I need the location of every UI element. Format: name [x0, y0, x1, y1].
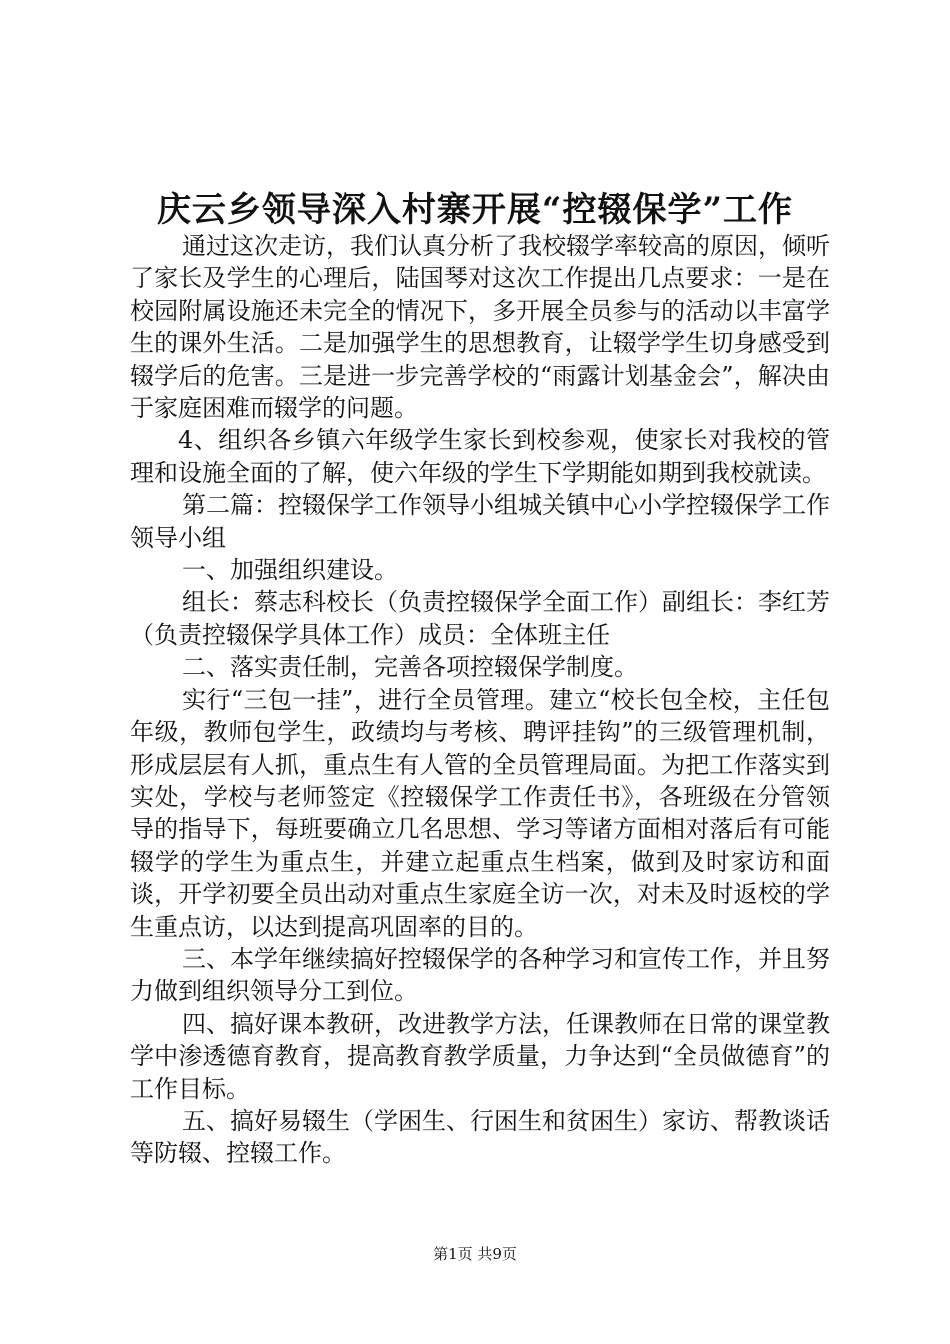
document-title: 庆云乡领导深入村寨开展“控辍保学”工作 — [156, 190, 794, 230]
paragraph-section-three: 三、本学年继续搞好控辍保学的各种学习和宣传工作，并且努力做到组织领导分工到位。 — [130, 944, 830, 1006]
paragraph-section-five: 五、搞好易辍生（学困生、行困生和贫困生）家访、帮教谈话等防辍、控辍工作。 — [130, 1106, 830, 1168]
paragraph-visit-analysis: 通过这次走访，我们认真分析了我校辍学率较高的原因，倾听了家长及学生的心理后，陆国琴对这次工作提出几点要求：一是在校园附属设施还未完全的情况下，多开展全员参与的活动以丰富学生的课外生活。二是加强学生的思想教育，让辍学学生切身感受到辍学后的危害。三是进一步完善学校的“雨露计划基金会”，解决由于家庭困难而辍学的问题。 — [130, 232, 830, 423]
paragraph-section-one-heading: 一、加强组织建设。 — [182, 556, 398, 585]
paragraph-section-two-heading: 二、落实责任制，完善各项控辍保学制度。 — [182, 653, 638, 682]
paragraph-group-members: 组长：蔡志科校长（负责控辍保学全面工作）副组长：李红芳（负责控辍保学具体工作）成员：全体班主任 — [130, 588, 830, 649]
page-number-footer: 第1页 共9页 — [433, 1245, 517, 1263]
paragraph-responsibility-system: 实行“三包一挂”，进行全员管理。建立“校长包全校，主任包年级，教师包学生，政绩均与考核、聘评挂钩”的三级管理机制，形成层层有人抓，重点生有人管的全员管理局面。为把工作落实到实处，学校与老师签定《控辍保学工作责任书》，各班级在分管领导的指导下，每班要确立几名思想、学习等诸方面相对落后有可能辍学的学生为重点生，并建立起重点生档案，做到及时家访和面谈，开学初要全员出动对重点生家庭全访一次，对未及时返校的学生重点访，以达到提高巩固率的目的。 — [130, 685, 830, 941]
paragraph-section-four: 四、搞好课本教研，改进教学方法，任课教师在日常的课堂教学中渗透德育教育，提高教育教学质量，力争达到“全员做德育”的工作目标。 — [130, 1009, 830, 1103]
paragraph-parent-visit: 4、组织各乡镇六年级学生家长到校参观，使家长对我校的管理和设施全面的了解，使六年级的学生下学期能如期到我校就读。 — [130, 426, 830, 487]
paragraph-second-article-title: 第二篇：控辍保学工作领导小组城关镇中心小学控辍保学工作领导小组 — [130, 491, 830, 552]
document-body — [130, 230, 830, 1170]
